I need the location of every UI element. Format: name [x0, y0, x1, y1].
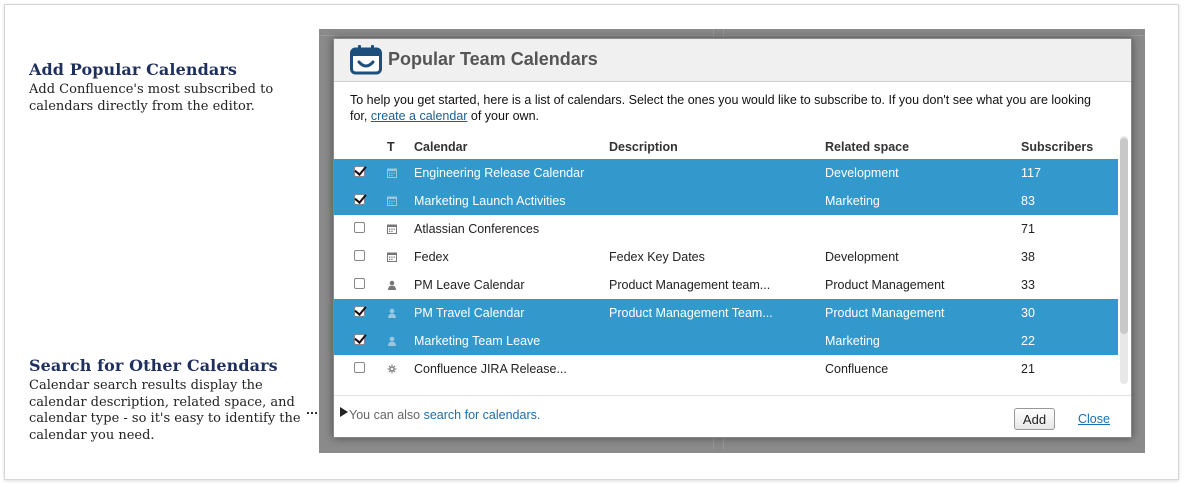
related-space: Confluence — [825, 362, 889, 376]
table-row[interactable] — [334, 159, 1118, 187]
table-row[interactable] — [334, 215, 1118, 243]
callout-popular-title: Add Popular Calendars — [29, 60, 237, 79]
subscribe-checkbox[interactable] — [354, 334, 365, 345]
calendar-name: PM Leave Calendar — [414, 278, 525, 292]
column-header-calendar: Calendar — [414, 140, 468, 154]
intro-text-after: of your own. — [467, 109, 540, 123]
footer-search-hint — [349, 408, 540, 422]
subscribe-checkbox[interactable] — [354, 194, 365, 205]
related-space: Product Management — [825, 306, 945, 320]
subscriber-count: 38 — [1021, 250, 1035, 264]
intro-text — [350, 92, 1110, 124]
calendar-description: Product Management Team... — [609, 306, 773, 320]
scrollbar-thumb[interactable] — [1120, 138, 1128, 334]
dialog-header — [334, 39, 1131, 82]
table-row[interactable] — [334, 299, 1118, 327]
calendar-name: Marketing Launch Activities — [414, 194, 566, 208]
calendar-name: PM Travel Calendar — [414, 306, 525, 320]
intro-text-before: To help you get started, here is a list of calendars. Select the ones you would like to subscribe to. If you don't see what you are looking for, — [350, 93, 1092, 123]
calendar-name: Confluence JIRA Release... — [414, 362, 567, 376]
subscriber-count: 71 — [1021, 222, 1035, 236]
table-row[interactable] — [334, 355, 1118, 383]
search-calendars-link[interactable]: search for calendars. — [423, 408, 541, 422]
subscribe-checkbox[interactable] — [354, 306, 365, 317]
calendar-icon — [387, 167, 397, 181]
subscribe-checkbox[interactable] — [354, 250, 365, 261]
table-row[interactable] — [334, 243, 1118, 271]
popular-calendars-dialog — [333, 38, 1132, 438]
calendar-description: Product Management team... — [609, 278, 771, 292]
table-row[interactable] — [334, 327, 1118, 355]
related-space: Development — [825, 166, 899, 180]
jira-icon — [387, 363, 397, 377]
related-space: Marketing — [825, 334, 880, 348]
calendar-icon — [387, 251, 397, 265]
subscriber-count: 22 — [1021, 334, 1035, 348]
column-header-type: T — [387, 140, 395, 154]
column-header-description: Description — [609, 140, 678, 154]
person-icon — [387, 307, 397, 321]
callout-arrow-head — [340, 407, 348, 417]
table-header — [334, 135, 1118, 159]
calendar-name: Fedex — [414, 250, 449, 264]
table-body — [334, 159, 1118, 383]
person-icon — [387, 335, 397, 349]
dialog-footer — [334, 395, 1131, 438]
subscriber-count: 83 — [1021, 194, 1035, 208]
calendar-name: Atlassian Conferences — [414, 222, 540, 236]
column-header-subscribers: Subscribers — [1021, 140, 1094, 154]
calendar-description: Fedex Key Dates — [609, 250, 705, 264]
table-scrollbar[interactable] — [1120, 136, 1128, 384]
callout-popular-text: Add Confluence's most subscribed to calendars directly from the editor. — [29, 82, 274, 114]
table-row[interactable] — [334, 271, 1118, 299]
subscribe-checkbox[interactable] — [354, 278, 365, 289]
calendar-name: Marketing Team Leave — [414, 334, 541, 348]
table-row[interactable] — [334, 187, 1118, 215]
subscriber-count: 117 — [1021, 166, 1041, 180]
subscribe-checkbox[interactable] — [354, 222, 365, 233]
column-header-space: Related space — [825, 140, 910, 154]
subscribe-checkbox[interactable] — [354, 362, 365, 373]
subscribe-checkbox[interactable] — [354, 166, 365, 177]
callout-search-title: Search for Other Calendars — [29, 356, 278, 375]
calendar-icon — [387, 223, 397, 237]
related-space: Product Management — [825, 278, 945, 292]
dialog-title: Popular Team Calendars — [388, 49, 598, 69]
footer-text-before: You can also — [349, 408, 424, 422]
related-space: Marketing — [825, 194, 880, 208]
calendar-name: Engineering Release Calendar — [414, 166, 585, 180]
team-calendar-icon — [350, 45, 382, 80]
callout-search-text: Calendar search results display the calendar description, related space, and calendar type - so it's easy to identify the calendar you need. — [29, 378, 301, 443]
person-icon — [387, 279, 397, 293]
subscriber-count: 30 — [1021, 306, 1035, 320]
callout-popular — [29, 60, 309, 115]
calendars-table — [334, 135, 1118, 383]
calendar-icon — [387, 195, 397, 209]
close-link[interactable]: Close — [1078, 412, 1110, 426]
subscriber-count: 21 — [1021, 362, 1035, 376]
create-calendar-link[interactable]: create a calendar — [370, 109, 468, 123]
callout-search — [29, 356, 314, 444]
subscriber-count: 33 — [1021, 278, 1035, 292]
add-button[interactable]: Add — [1014, 408, 1055, 430]
related-space: Development — [825, 250, 899, 264]
